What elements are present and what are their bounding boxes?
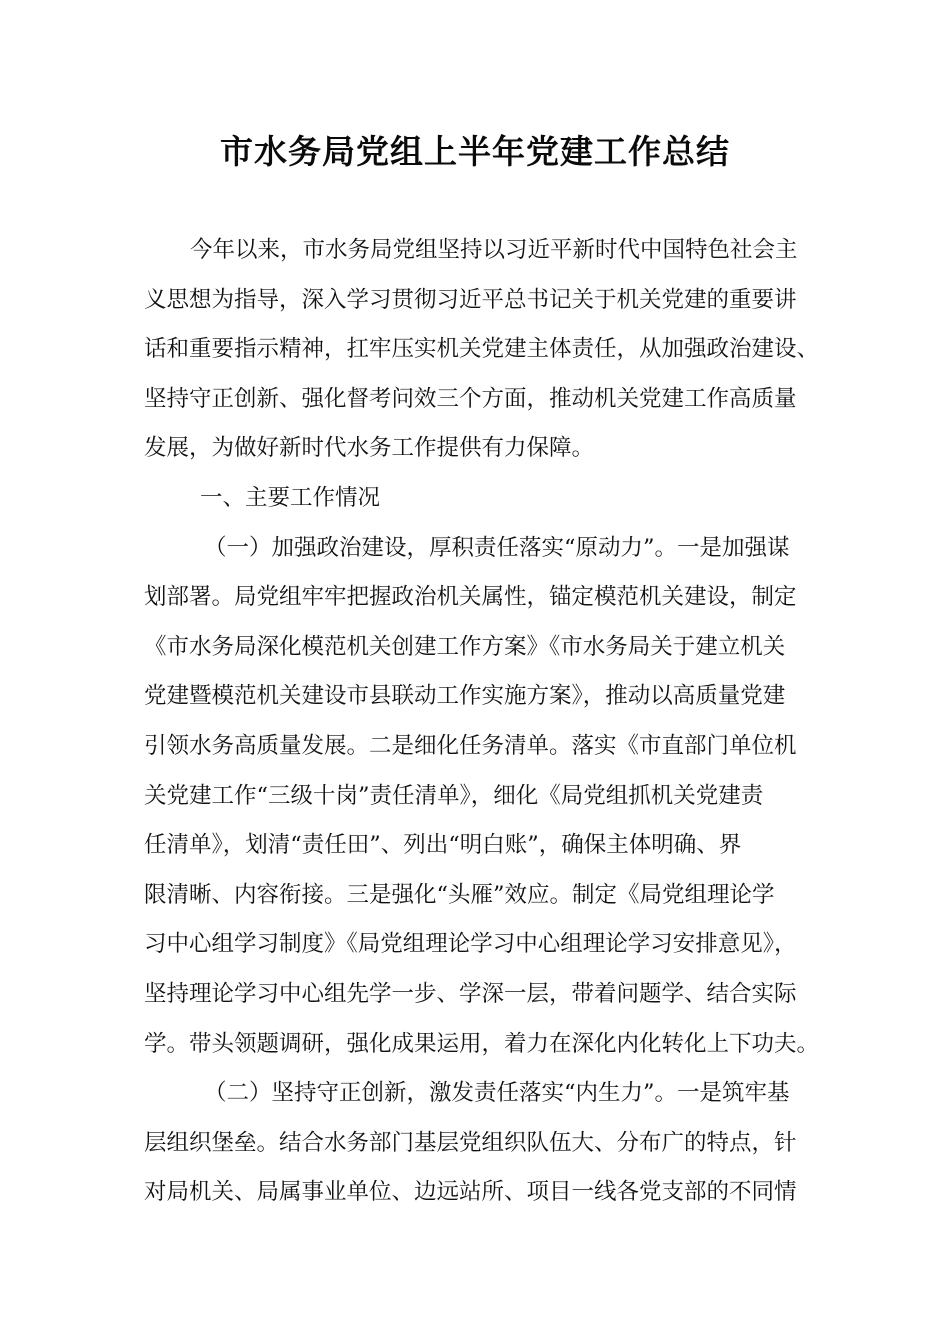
paragraph-line: （一）加强政治建设，厚积责任落实“原动力”。一是加强谋 (204, 534, 790, 561)
paragraph-line: 划部署。局党组牢牢把握政治机关属性，锚定模范机关建设，制定 (144, 584, 797, 611)
paragraph-line: 学。带头领题调研，强化成果运用，着力在深化内化转化上下功夫。 (144, 1030, 820, 1057)
paragraph-line: 关党建工作“三级十岗”责任清单》，细化《局党组抓机关党建责 (144, 782, 764, 809)
paragraph-line: 今年以来，市水务局党组坚持以习近平新时代中国特色社会主 (190, 237, 798, 263)
paragraph-line: 限清晰、内容衔接。三是强化“头雁”效应。制定《局党组理论学 (144, 881, 775, 908)
paragraph-line: 义思想为指导，深入学习贯彻习近平总书记关于机关党建的重要讲 (144, 286, 797, 313)
paragraph-line: 《市水务局深化模范机关创建工作方案》《市水务局关于建立机关 (144, 633, 786, 660)
page-title: 市水务局党组上半年党建工作总结 (220, 132, 730, 171)
paragraph-line: 层组织堡垒。结合水务部门基层党组织队伍大、分布广的特点，针 (144, 1129, 797, 1156)
paragraph-line: 引领水务高质量发展。二是细化任务清单。落实《市直部门单位机 (144, 732, 797, 759)
section-heading: 一、主要工作情况 (200, 484, 381, 511)
paragraph-line: 习中心组学习制度》《局党组理论学习中心组理论学习安排意见》， (144, 931, 797, 958)
paragraph-line: 发展，为做好新时代水务工作提供有力保障。 (144, 435, 595, 462)
paragraph-line: 对局机关、局属事业单位、边远站所、项目一线各党支部的不同情 (144, 1179, 797, 1206)
paragraph-line: （二）坚持守正创新，激发责任落实“内生力”。一是筑牢基 (204, 1080, 790, 1107)
paragraph-line: 任清单》，划清“责任田”、列出“明白账”，确保主体明确、界 (144, 832, 742, 859)
paragraph-line: 话和重要指示精神，扛牢压实机关党建主体责任，从加强政治建设、 (144, 336, 820, 363)
document-body (144, 226, 820, 1218)
paragraph-line: 党建暨模范机关建设市县联动工作实施方案》，推动以高质量党建 (144, 683, 786, 710)
paragraph-line: 坚持守正创新、强化督考问效三个方面，推动机关党建工作高质量 (144, 385, 797, 412)
paragraph-line: 坚持理论学习中心组先学一步、学深一层，带着问题学、结合实际 (144, 980, 797, 1007)
